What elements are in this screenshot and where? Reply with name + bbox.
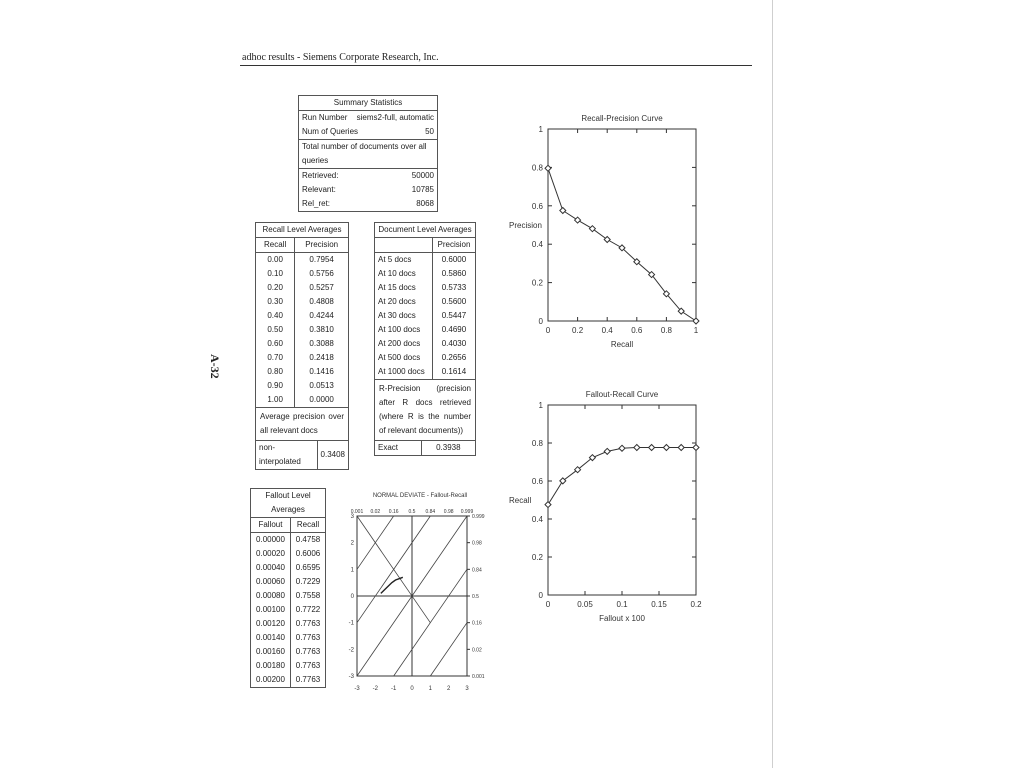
fallout-col-header: Fallout <box>251 518 290 533</box>
doc-level-row <box>375 309 475 323</box>
fallout-level-value: 0.7763 <box>290 659 325 673</box>
top-tick-label: 0.999 <box>460 509 474 515</box>
chart-title: Recall-Precision Curve <box>581 114 663 123</box>
run-number-label: Run Number <box>302 113 348 122</box>
chart-title: Fallout-Recall Curve <box>585 390 659 399</box>
recall-level-row <box>256 379 348 393</box>
x-tick-label: 0.4 <box>601 326 613 335</box>
relevant-value: 10785 <box>411 185 434 194</box>
doc-levels-table <box>375 238 475 379</box>
plot-frame <box>548 405 696 595</box>
fallout-level-value: 0.7763 <box>290 617 325 631</box>
fallout-level-key: 0.00200 <box>256 675 285 684</box>
data-point-marker <box>678 445 684 451</box>
y-tick-label: 0.2 <box>531 278 543 288</box>
fallout-level-key: 0.00080 <box>256 591 285 600</box>
recall-levels-title: Recall Level Averages <box>256 223 348 238</box>
doc-level-key: At 30 docs <box>378 311 416 320</box>
right-tick-label: 0.98 <box>472 540 482 547</box>
y-tick-label: 0.8 <box>531 439 543 448</box>
y-tick-label: -2 <box>348 647 354 654</box>
noninterp-label: non-interpolated <box>256 441 317 470</box>
doc-level-key: At 15 docs <box>378 283 416 292</box>
doc-level-value: 0.5447 <box>432 309 475 323</box>
summary-title: Summary Statistics <box>299 96 437 111</box>
recall-level-row <box>256 295 348 309</box>
num-queries-value: 50 <box>425 127 434 136</box>
x-tick-label: 0.15 <box>651 600 667 609</box>
doc-level-key: At 20 docs <box>378 297 416 306</box>
fallout-level-row <box>251 617 325 631</box>
fallout-level-value: 0.7722 <box>290 603 325 617</box>
fallout-levels-table <box>251 518 325 687</box>
recall-level-row <box>256 309 348 323</box>
recall-level-value: 0.5257 <box>295 281 348 295</box>
top-tick-label: 0.5 <box>408 509 416 515</box>
rprecision-note: R-Precision (precision after R docs retrieved (where R is the number of relevant documents)) <box>375 379 475 440</box>
exact-label: Exact <box>375 441 421 456</box>
chart-title: NORMAL DEVIATE - Fallout-Recall <box>372 493 468 499</box>
fallout-level-value: 0.4758 <box>290 533 325 548</box>
relret-row <box>299 197 437 211</box>
y-tick-label: 0.8 <box>531 163 543 173</box>
y-tick-label: -1 <box>348 620 354 627</box>
x-tick-label: 2 <box>446 686 451 692</box>
doc-level-row <box>375 323 475 337</box>
x-axis-label: Recall <box>610 340 634 349</box>
doc-level-row <box>375 337 475 351</box>
fallout-levels-title: Fallout Level Averages <box>251 489 325 518</box>
total-docs-label: Total number of documents over all queries <box>302 142 427 165</box>
doc-level-row <box>375 281 475 295</box>
summary-statistics-box <box>298 95 438 212</box>
recall-level-value: 0.4808 <box>295 295 348 309</box>
y-tick-label: 0.4 <box>531 240 543 250</box>
recall-level-row <box>256 393 348 407</box>
fallout-recall-chart <box>505 383 720 633</box>
recall-level-row <box>256 337 348 351</box>
doc-level-row <box>375 365 475 379</box>
x-tick-label: -3 <box>354 686 360 692</box>
data-point-marker <box>693 445 699 451</box>
doc-precision-col-header: Precision <box>432 238 475 253</box>
fallout-level-row <box>251 603 325 617</box>
recall-level-key: 0.40 <box>267 311 283 320</box>
fallout-level-value: 0.7763 <box>290 673 325 687</box>
doc-level-value: 0.4030 <box>432 337 475 351</box>
fallout-level-key: 0.00060 <box>256 577 285 586</box>
y-tick-label: 0 <box>538 591 543 600</box>
y-tick-label: 1 <box>350 567 354 574</box>
data-point-marker <box>634 445 640 451</box>
fallout-level-row <box>251 575 325 589</box>
right-tick-label: 0.16 <box>472 620 482 627</box>
precision-col-header: Precision <box>295 238 348 253</box>
recall-level-key: 0.80 <box>267 367 283 376</box>
recall-level-key: 0.10 <box>267 269 283 278</box>
y-axis-label: Precision <box>509 221 542 230</box>
recall-level-value: 0.0513 <box>295 379 348 393</box>
y-axis-label: Recall <box>509 496 532 505</box>
exact-value: 0.3938 <box>421 441 475 456</box>
recall-level-averages-box <box>255 222 349 470</box>
fallout-level-key: 0.00000 <box>256 535 285 544</box>
data-point-marker <box>663 445 669 451</box>
data-point-marker <box>575 217 581 223</box>
data-point-marker <box>560 207 566 213</box>
recall-level-key: 0.70 <box>267 353 283 362</box>
data-point-marker <box>619 445 625 451</box>
noninterp-table <box>256 440 348 469</box>
document-level-averages-box <box>374 222 476 456</box>
y-tick-label: 0.6 <box>531 477 543 486</box>
recall-level-value: 0.3810 <box>295 323 348 337</box>
doc-level-row <box>375 295 475 309</box>
total-docs-row <box>299 139 437 168</box>
recall-level-key: 0.90 <box>267 381 283 390</box>
right-tick-label: 0.84 <box>472 567 482 574</box>
fallout-level-row <box>251 547 325 561</box>
num-queries-label: Num of Queries <box>302 127 359 136</box>
recall-level-row <box>256 281 348 295</box>
data-point-marker <box>693 318 699 324</box>
doc-level-value: 0.5600 <box>432 295 475 309</box>
recall-level-value: 0.4244 <box>295 309 348 323</box>
doc-level-key: At 10 docs <box>378 269 416 278</box>
relevant-row <box>299 183 437 197</box>
doc-level-value: 0.1614 <box>432 365 475 379</box>
top-tick-label: 0.16 <box>388 509 399 515</box>
fallout-level-row <box>251 645 325 659</box>
y-tick-label: 0 <box>350 594 354 600</box>
top-tick-label: 0.001 <box>350 509 364 515</box>
recall-level-row <box>256 365 348 379</box>
recall-level-key: 1.00 <box>267 395 283 404</box>
recall-level-key: 0.30 <box>267 297 283 306</box>
exact-table <box>375 440 475 455</box>
doc-level-row <box>375 253 475 268</box>
y-tick-label: 1 <box>538 401 543 410</box>
relret-label: Rel_ret: <box>302 199 331 208</box>
recall-level-row <box>256 323 348 337</box>
fallout-level-key: 0.00120 <box>256 619 285 628</box>
right-tick-label: 0.5 <box>472 594 479 600</box>
recall-level-value: 0.7954 <box>295 253 348 268</box>
x-tick-label: -1 <box>390 686 397 692</box>
fallout-level-row <box>251 631 325 645</box>
doc-level-key: At 1000 docs <box>378 367 425 376</box>
page-header: adhoc results - Siemens Corporate Research, Inc. <box>242 52 439 63</box>
y-tick-label: 0.4 <box>531 515 543 524</box>
relevant-label: Relevant: <box>302 185 336 194</box>
doc-level-value: 0.2656 <box>432 351 475 365</box>
data-point-marker <box>545 165 551 171</box>
x-tick-label: 0.2 <box>572 326 584 335</box>
fallout-level-value: 0.7558 <box>290 589 325 603</box>
recall-level-row <box>256 267 348 281</box>
fallout-level-key: 0.00100 <box>256 605 285 614</box>
fallout-level-row <box>251 659 325 673</box>
recall-level-value: 0.2418 <box>295 351 348 365</box>
fallout-level-row <box>251 533 325 548</box>
top-tick-label: 0.84 <box>425 509 436 515</box>
y-tick-label: 1 <box>538 125 543 134</box>
x-tick-label: 0 <box>545 326 551 335</box>
recall-level-key: 0.60 <box>267 339 283 348</box>
doc-level-value: 0.6000 <box>432 253 475 268</box>
x-tick-label: 0.1 <box>616 600 628 609</box>
x-tick-label: 0.8 <box>660 326 672 335</box>
x-axis-label: Fallout x 100 <box>599 614 645 623</box>
top-tick-label: 0.02 <box>370 509 381 515</box>
data-point-marker <box>604 448 610 454</box>
retrieved-value: 50000 <box>411 171 434 180</box>
series-line <box>381 577 403 593</box>
top-tick-label: 0.98 <box>443 509 454 515</box>
recall-level-row <box>256 253 348 268</box>
data-point-marker <box>545 502 551 508</box>
fallout-level-averages-box <box>250 488 326 688</box>
doc-level-key: At 5 docs <box>378 255 412 264</box>
x-tick-label: 0.6 <box>631 326 643 335</box>
data-point-marker <box>649 445 655 451</box>
fallout-level-key: 0.00160 <box>256 647 285 656</box>
y-tick-label: 3 <box>350 514 354 520</box>
recall-level-key: 0.50 <box>267 325 283 334</box>
num-queries-row <box>299 125 437 139</box>
noninterp-value: 0.3408 <box>317 441 348 470</box>
recall-level-row <box>256 351 348 365</box>
run-number-row <box>299 111 437 125</box>
series-line <box>548 448 696 505</box>
plot-frame <box>548 129 696 321</box>
fallout-recall-col-header: Recall <box>290 518 325 533</box>
doc-level-key: At 500 docs <box>378 353 421 362</box>
recall-levels-table <box>256 238 348 407</box>
fallout-level-value: 0.6595 <box>290 561 325 575</box>
y-tick-label: -3 <box>348 674 354 680</box>
fallout-level-key: 0.00020 <box>256 549 285 558</box>
right-tick-label: 0.001 <box>472 674 485 680</box>
y-tick-label: 0.6 <box>531 201 543 211</box>
fallout-level-row <box>251 673 325 687</box>
x-tick-label: 3 <box>465 686 469 692</box>
fallout-level-key: 0.00140 <box>256 633 285 642</box>
fallout-level-value: 0.7763 <box>290 645 325 659</box>
normal-deviate-chart <box>345 488 495 698</box>
page-number-label: A-32 <box>208 354 222 379</box>
right-tick-label: 0.02 <box>472 647 482 654</box>
doc-level-key: At 200 docs <box>378 339 421 348</box>
recall-precision-chart <box>505 105 720 360</box>
recall-level-value: 0.1416 <box>295 365 348 379</box>
fallout-level-value: 0.7763 <box>290 631 325 645</box>
recall-level-key: 0.20 <box>267 283 283 292</box>
x-tick-label: 0.2 <box>690 600 702 609</box>
fallout-level-value: 0.6006 <box>290 547 325 561</box>
fallout-level-key: 0.00180 <box>256 661 285 670</box>
fallout-level-row <box>251 589 325 603</box>
recall-level-value: 0.3088 <box>295 337 348 351</box>
doc-level-row <box>375 267 475 281</box>
x-tick-label: 1 <box>693 326 699 335</box>
right-tick-label: 0.999 <box>472 514 485 520</box>
y-tick-label: 0 <box>538 317 543 326</box>
page-edge-line <box>772 0 773 768</box>
retrieved-label: Retrieved: <box>302 171 339 180</box>
doc-level-key: At 100 docs <box>378 325 421 334</box>
x-tick-label: 1 <box>428 686 433 692</box>
x-tick-label: 0 <box>410 686 414 692</box>
doc-level-value: 0.5860 <box>432 267 475 281</box>
retrieved-row <box>299 168 437 183</box>
doc-level-row <box>375 351 475 365</box>
diagonal-guide <box>430 623 467 676</box>
x-tick-label: -2 <box>372 686 379 692</box>
doc-levels-title: Document Level Averages <box>375 223 475 238</box>
avg-precision-label: Average precision over all relevant docs <box>256 407 348 440</box>
doc-level-value: 0.5733 <box>432 281 475 295</box>
header-rule <box>240 65 752 66</box>
x-tick-label: 0 <box>545 600 551 609</box>
recall-level-value: 0.0000 <box>295 393 348 407</box>
fallout-level-value: 0.7229 <box>290 575 325 589</box>
run-number-value: siems2-full, automatic <box>356 113 434 122</box>
relret-value: 8068 <box>416 199 434 208</box>
x-tick-label: 0.05 <box>577 600 593 609</box>
recall-level-value: 0.5756 <box>295 267 348 281</box>
recall-col-header: Recall <box>256 238 295 253</box>
fallout-level-key: 0.00040 <box>256 563 285 572</box>
recall-level-key: 0.00 <box>267 255 283 264</box>
y-tick-label: 2 <box>350 540 354 547</box>
y-tick-label: 0.2 <box>531 553 543 562</box>
doc-blank-header <box>375 238 432 253</box>
fallout-level-row <box>251 561 325 575</box>
doc-level-value: 0.4690 <box>432 323 475 337</box>
